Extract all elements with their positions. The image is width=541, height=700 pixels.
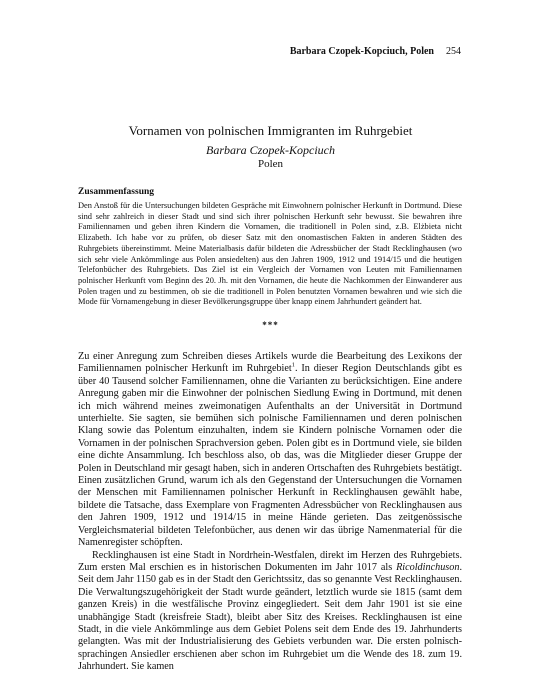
article-body <box>78 351 462 674</box>
running-head <box>290 46 461 57</box>
body-paragraph-1 <box>78 351 462 550</box>
p2-text-b: . Seit dem Jahr 1150 gab es in der Stadt den Gerichtssitz, das so genannte Vest Recklinghausen. Die Verwaltungszugehörigkeit der Stadt wurde geändert, letztlich wurde sie 1815 (samt dem ganzen Kreis) in die westfälische Provinz eingegliedert. Seit dem Jahr 1901 ist sie eine unabhängige Stadt (kreisfreie Stadt), bleibt aber Sitz des Kreises. Recklinghausen ist eine Stadt, in die viele Ankömmlinge aus dem Gebiet Polens seit dem Ende des 19. Jahrhunderts gelangten. Was mit der Industrialisierung des Gebiets verbunden war. Die ersten polnisch-sprachingen Ansiedler erschienen aber schon im Ruhrgebiet um die Wende des 18. zum 19. Jahrhundert. Sie kamen <box>78 561 462 673</box>
p1-text-a: Zu einer Anregung zum Schreiben dieses Artikels wurde die Bearbeitung des Lexikons der Familiennamen polnischer Herkunft im Ruhrgebiet <box>78 351 462 375</box>
p1-text-b: . In dieser Region Deutschlands gibt es über 40 Tausend solcher Familiennamen, ohne die Varianten zu berücksichtigen. Eine andere Anregung gaben mir die Einwohner der polnischen Siedlung Ewing in Dortmund, mit denen ich mich während meines zweimonatigen Aufenthalts an der Universität in Dortmund unterhielte. Sie sagten, sie bemühen sich polnische Familiennamen und deren polnischen Klang sowie das Polentum einzuhalten, indem sie Kindern polnische Vornamen oder die Vornamen in der polnischen Sprachversion geben. Polen gibt es in Dortmund viele, sie bilden eine dichte Ansammlung. Ich beschloss also, ob das, was die Mitglieder dieser Gruppe der Polen in Deutschland mir gesagt haben, sich in anderen Ortschaften des Ruhrgebiets bestätigt. Einen zusätzlichen Grund, warum ich als den Gegenstand der Untersuchungen die Vornamen der Menschen mit Familiennamen polnischer Herkunft in Recklinghausen gewählt habe, bildete die Tatsache, dass Exemplare von Fragmenten Adressbücher von Recklinghausen aus den Jahren 1909, 1912 und 1914/15 in meine Hände gerieten. Das zeitgenössische Vergleichsmaterial bildeten Telefonbücher, aus denen wir das übrige Namenmaterial für die Namenregister schöpften. <box>78 363 462 549</box>
footnote-ref: 1 <box>291 362 295 370</box>
page-number: 254 <box>446 46 461 57</box>
section-separator: *** <box>262 320 279 330</box>
historical-name: Ricoldinchuson <box>396 561 460 573</box>
abstract-heading: Zusammenfassung <box>78 187 155 197</box>
article-author: Barbara Czopek-Kopciuch <box>206 143 335 157</box>
author-affiliation: Polen <box>257 158 284 170</box>
body-paragraph-2 <box>78 550 462 674</box>
abstract-text: Den Anstoß für die Untersuchungen bildeten Gespräche mit Einwohnern polnischer Herkunft in Dortmund. Diese sind sehr zahlreich in dieser Stadt und sind sich ihrer polnischen Herkunft sehr bewusst. Sie bewahren ihre Familiennamen und geben ihren Kindern die Vornamen, die traditionell in Polen sind, z.B. Elżbieta nicht Elizabeth. Ich habe vor zu prüfen, ob dieser Satz mit den onomastischen Fakten in anderen Städten des Ruhrgebiets übereinstimmt. Meine Materialbasis dafür bildeten die Adressbücher der Stadt Recklinghausen (wo sich sehr viele Ankömmlinge aus Polen ansiedelten) aus den Jahren 1909, 1912 und 1914/15 und die heutigen Telefonbücher des Ruhrgebiets. Das Ziel ist ein Vergleich der Vornamen von Leuten mit Familiennamen polnischer Herkunft vom Beginn des 20. Jh. mit den Vornamen, die heute die Nachkommen der Einwanderer aus Polen tragen und zu bestimmen, ob sie die traditionell in Polen benutzten Vornamen bewahren und wie sich die Mode für Vornamengebung in dieser Bevölkerungsgruppe über knapp einem Jahrhundert geändert hat. <box>78 201 462 307</box>
p2-text-a: Recklinghausen ist eine Stadt in Nordrhein-Westfalen, direkt im Herzen des Ruhrgebiets. Zum ersten Mal erschien es in historischen Dokumenten im Jahr 1017 als <box>78 549 462 573</box>
running-head-author: Barbara Czopek-Kopciuch, Polen <box>289 46 434 57</box>
article-title: Vornamen von polnischen Immigranten im Ruhrgebiet <box>128 123 413 138</box>
